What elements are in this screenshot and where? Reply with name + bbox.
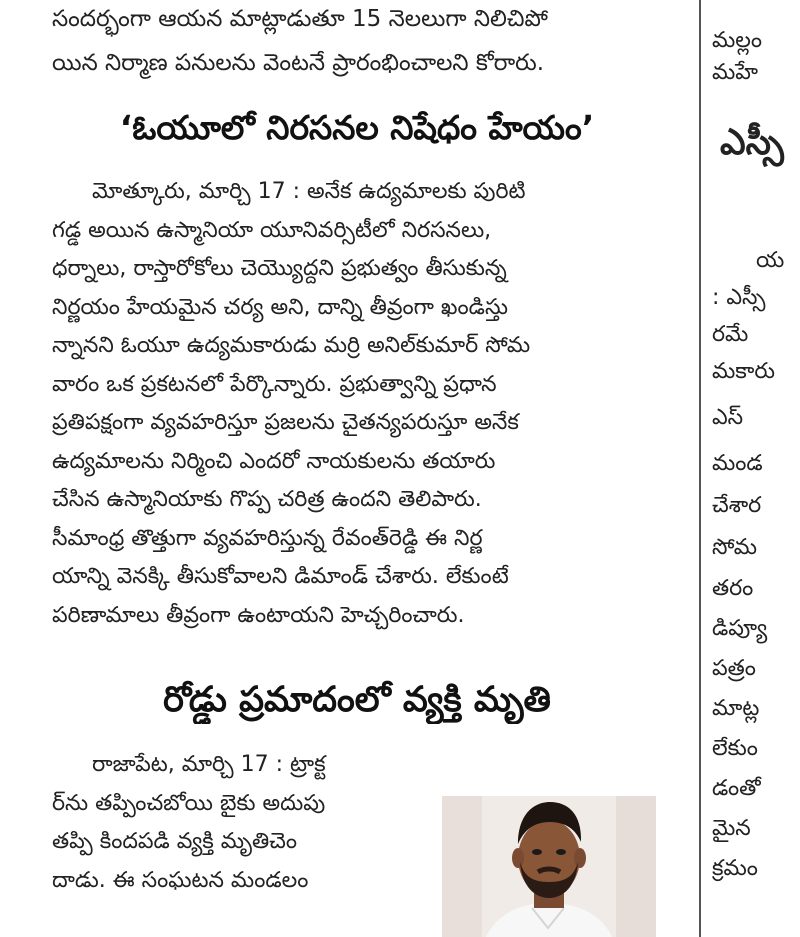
story1-line: ఉద్యమాలను నిర్మించి ఎందరో నాయకులను తయారు [52,448,496,474]
story1-line: న్నానని ఓయూ ఉద్యమకారుడు మర్రి అనిల్‌కుమార్ సోమ [52,333,531,358]
right-line: : ఎస్సీ [712,285,766,310]
column-divider [699,0,701,937]
story2-line: రాజాపేట, మార్చి 17 : ట్రాక్ట [92,752,326,777]
right-story-headline: ఎస్సీ [720,122,784,163]
right-line: ఎస్ [712,405,744,430]
victim-photo [442,796,656,937]
right-line: మండ [712,451,763,476]
right-line: డంతో [712,776,761,801]
right-line: డిప్యూ [712,616,768,641]
right-line: మాట్ల [712,696,760,721]
right-line: మకారు [712,359,776,384]
story1-line: నిర్ణయం హేయమైన చర్య అని, దాన్ని తీవ్రంగా ఖండిస్తు [52,294,509,320]
right-line: సోమ [712,535,757,560]
right-line: పత్రం [712,656,756,681]
story2-line: తప్పి కిందపడి వ్యక్తి మృతిచెం [52,829,298,854]
story2-headline: రోడ్డు ప్రమాదంలో వ్యక్తి మృతి [163,680,551,720]
continued-text-line-1: సందర్భంగా ఆయన మాట్లాడుతూ 15 నెలలుగా నిలిచిపో [52,6,548,32]
story1-line: గడ్డ అయిన ఉస్మానియా యూనివర్సిటీలో నిరసనలు, [52,217,492,243]
story1-line: మోత్కూరు, మార్చి 17 : అనేక ఉద్యమాలకు పురిటి [92,179,526,204]
right-line: రమే [712,322,749,347]
story1-line: ధర్నాలు, రాస్తారోకోలు చెయ్యొద్దని ప్రభుత్వం తీసుకున్న [52,256,507,281]
story1-line: సీమాంధ్ర తొత్తుగా వ్యవహరిస్తున్న రేవంత్‌రెడ్డి ఈ నిర్ణ [52,525,483,551]
story2-line: దాడు. ఈ సంఘటన మండలం [52,867,309,893]
story2-line: ర్‌ను తప్పించబోయి బైకు అదుపు [52,790,326,816]
person-photo-icon [442,796,656,937]
right-line: క్రమం [712,856,758,881]
story1-line: ప్రతిపక్షంగా వ్యవహరిస్తూ ప్రజలను చైతన్యపరుస్తూ అనేక [52,410,519,435]
right-line: తరం [712,576,754,601]
continued-text-line-2: యిన నిర్మాణ పనులను వెంటనే ప్రారంభించాలని కోరారు. [52,50,545,76]
right-top-line-2: మహే [712,60,759,85]
story1-line: చేసిన ఉస్మానియాకు గొప్ప చరిత్ర ఉందని తెలిపారు. [52,487,482,512]
story1-headline: ‘ఓయూలో నిరసనల నిషేధం హేయం’ [119,108,595,147]
right-line: లేకుం [712,736,758,761]
right-line: మైన [712,816,751,841]
right-line: చేశార [712,493,762,518]
right-top-line-1: మల్లం [712,28,763,53]
story2-body [52,746,432,900]
story1-line: పరిణామాలు తీవ్రంగా ఉంటాయని హెచ్చరించారు. [52,602,465,628]
story1-line: యాన్ని వెనక్కి తీసుకోవాలని డిమాండ్ చేశారు. లేకుంటే [52,564,509,589]
story1-body [52,173,662,635]
story1-line: వారం ఒక ప్రకటనలో పేర్కొన్నారు. ప్రభుత్వాన్ని ప్రధాన [52,371,497,397]
right-column [712,0,800,937]
right-line: య [756,248,785,273]
